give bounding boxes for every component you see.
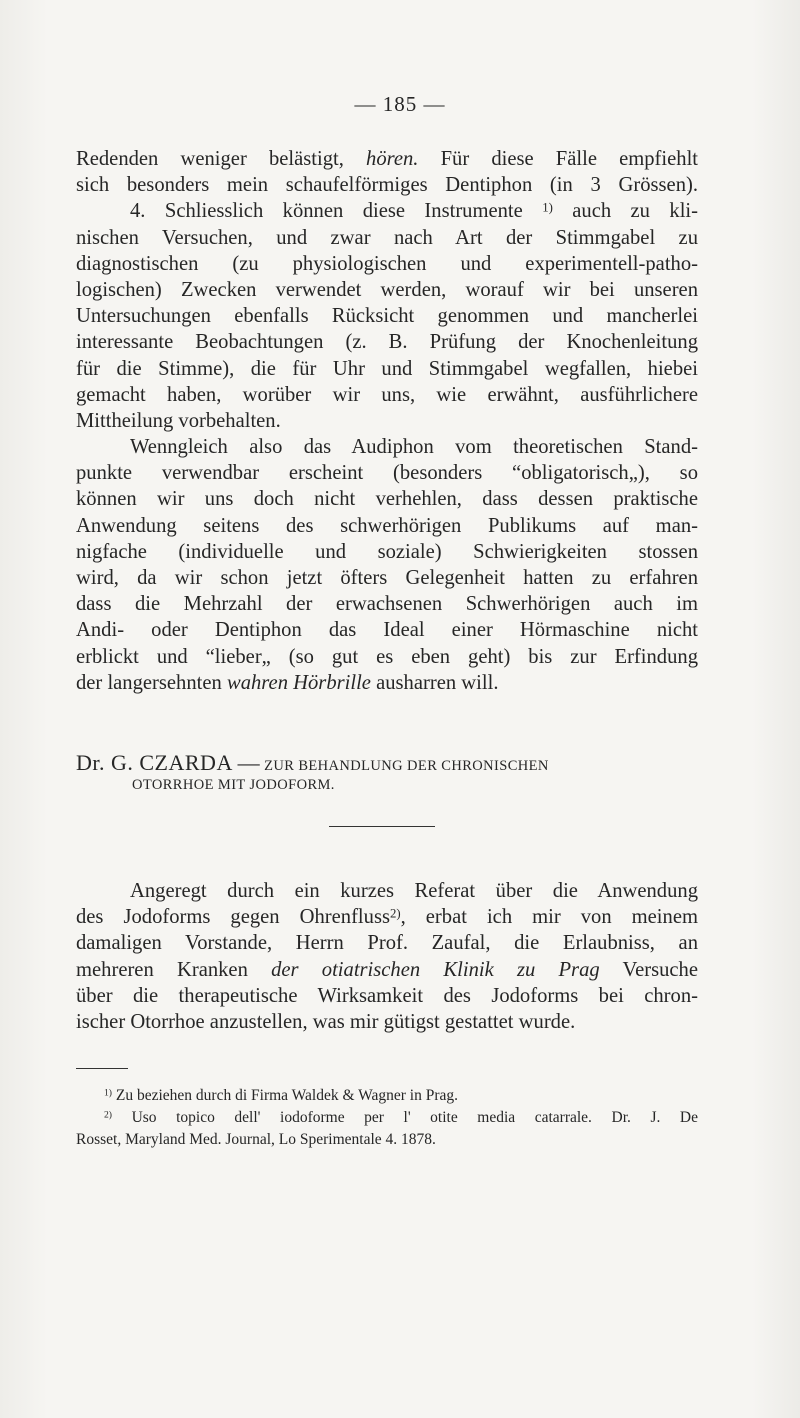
text-line: Mittheilung vorbehalten. [76, 409, 281, 432]
text-line: erblickt und “lieber„ (so gut es eben geht) bis zur Erfindung [76, 645, 698, 668]
text-line [76, 670, 698, 696]
article-author: Dr. G. CZARDA — [76, 750, 261, 775]
text-line: Anwendung seitens des schwerhörigen Publikums auf man- [76, 514, 698, 537]
text-line: logischen) Zwecken verwendet werden, worauf wir bei unseren [76, 278, 698, 301]
text-line: damaligen Vorstande, Herrn Prof. Zaufal, die Erlaubniss, an [76, 932, 698, 955]
text-line: nigfache (individuelle und soziale) Schwierigkeiten stossen [76, 540, 698, 563]
text-line: diagnostischen (zu physiologischen und experimentell-patho- [76, 252, 698, 275]
footnote-ref: 1) [542, 200, 553, 215]
italic-run: wahren Hörbrille [226, 671, 371, 694]
italic-run: der otiatrischen Klinik zu Prag [271, 958, 600, 981]
heading-line [76, 750, 698, 776]
footnote-marker: 2) [104, 1109, 112, 1121]
text-line: sich besonders mein schaufelförmiges Dentiphon (in 3 Grössen). [76, 174, 698, 197]
text-run: mehreren Kranken [76, 958, 272, 981]
text-line: dass die Mehrzahl der erwachsenen Schwerhörigen auch im [76, 593, 698, 616]
text-line: wird, da wir schon jetzt öfters Gelegenheit hatten zu erfahren [76, 567, 698, 589]
article-title: ZUR BEHANDLUNG DER CHRONISCHEN [264, 758, 549, 774]
text-line: punkte verwendbar erscheint (besonders “obligatorisch„), so [76, 462, 698, 485]
footnote [76, 1085, 698, 1107]
text-line: können wir uns doch nicht verhehlen, dass dessen praktische [76, 488, 698, 511]
text-line: nischen Versuchen, und zwar nach Art der Stimmgabel zu [76, 226, 698, 249]
text-run: Für diese Fälle empfiehlt [418, 148, 699, 170]
text-run: des Jodoforms gegen Ohrenfluss [76, 906, 390, 929]
section-divider [329, 826, 435, 827]
text-run: 4. Schliesslich können diese Instrumente [130, 200, 543, 223]
footnote-text: Uso topico dell' iodoforme per l' otite media catarrale. Dr. J. De [112, 1109, 698, 1126]
footnote-marker: 1) [104, 1087, 112, 1099]
text-run: auch zu kli- [552, 200, 698, 223]
text-line: für die Stimme), die für Uhr und Stimmgabel wegfallen, hiebei [76, 357, 698, 380]
text-line: Angeregt durch ein kurzes Referat über die Anwendung [130, 880, 698, 902]
text-line: Andi- oder Dentiphon das Ideal einer Hörmaschine nicht [76, 619, 698, 642]
text-line: Untersuchungen ebenfalls Rücksicht genommen und mancherlei [76, 305, 698, 328]
body-text-top [76, 146, 698, 696]
footnote-divider [76, 1068, 128, 1069]
heading-line [76, 776, 698, 802]
text-line: über die therapeutische Wirksamkeit des Jodoforms bei chron- [76, 984, 698, 1007]
text-run: , erbat ich mir von meinem [400, 906, 698, 929]
text-line: ischer Otorrhoe anzustellen, was mir gütigst gestattet wurde. [76, 1010, 576, 1033]
article-heading [76, 750, 698, 802]
article-title-continued: OTORRHOE MIT JODOFORM. [132, 777, 335, 793]
text-line [76, 904, 698, 930]
footnote [76, 1107, 698, 1129]
text-run: Versuche [599, 958, 698, 981]
text-line: gemacht haben, worüber wir uns, wie erwähnt, ausführlichere [76, 383, 698, 406]
body-text-bottom [76, 878, 698, 1035]
text-run: Redenden weniger belästigt, [76, 148, 367, 170]
text-line: interessante Beobachtungen (z. B. Prüfung der Knochenleitung [76, 331, 698, 354]
text-line [76, 957, 698, 983]
text-line [76, 198, 698, 224]
italic-run: hören. [366, 148, 419, 170]
text-run: der langersehnten [76, 671, 227, 694]
footnote-continued: Rosset, Maryland Med. Journal, Lo Sperimentale 4. 1878. [76, 1131, 436, 1148]
footnote-text: Zu beziehen durch di Firma Waldek & Wagner in Prag. [112, 1087, 459, 1104]
text-line [76, 146, 698, 172]
text-run: ausharren will. [370, 671, 499, 694]
text-line: Wenngleich also das Audiphon vom theoretischen Stand- [130, 436, 698, 459]
footnote-ref: 2) [389, 906, 401, 921]
footnotes [76, 1085, 698, 1151]
page-number: — 185 — [354, 92, 446, 116]
